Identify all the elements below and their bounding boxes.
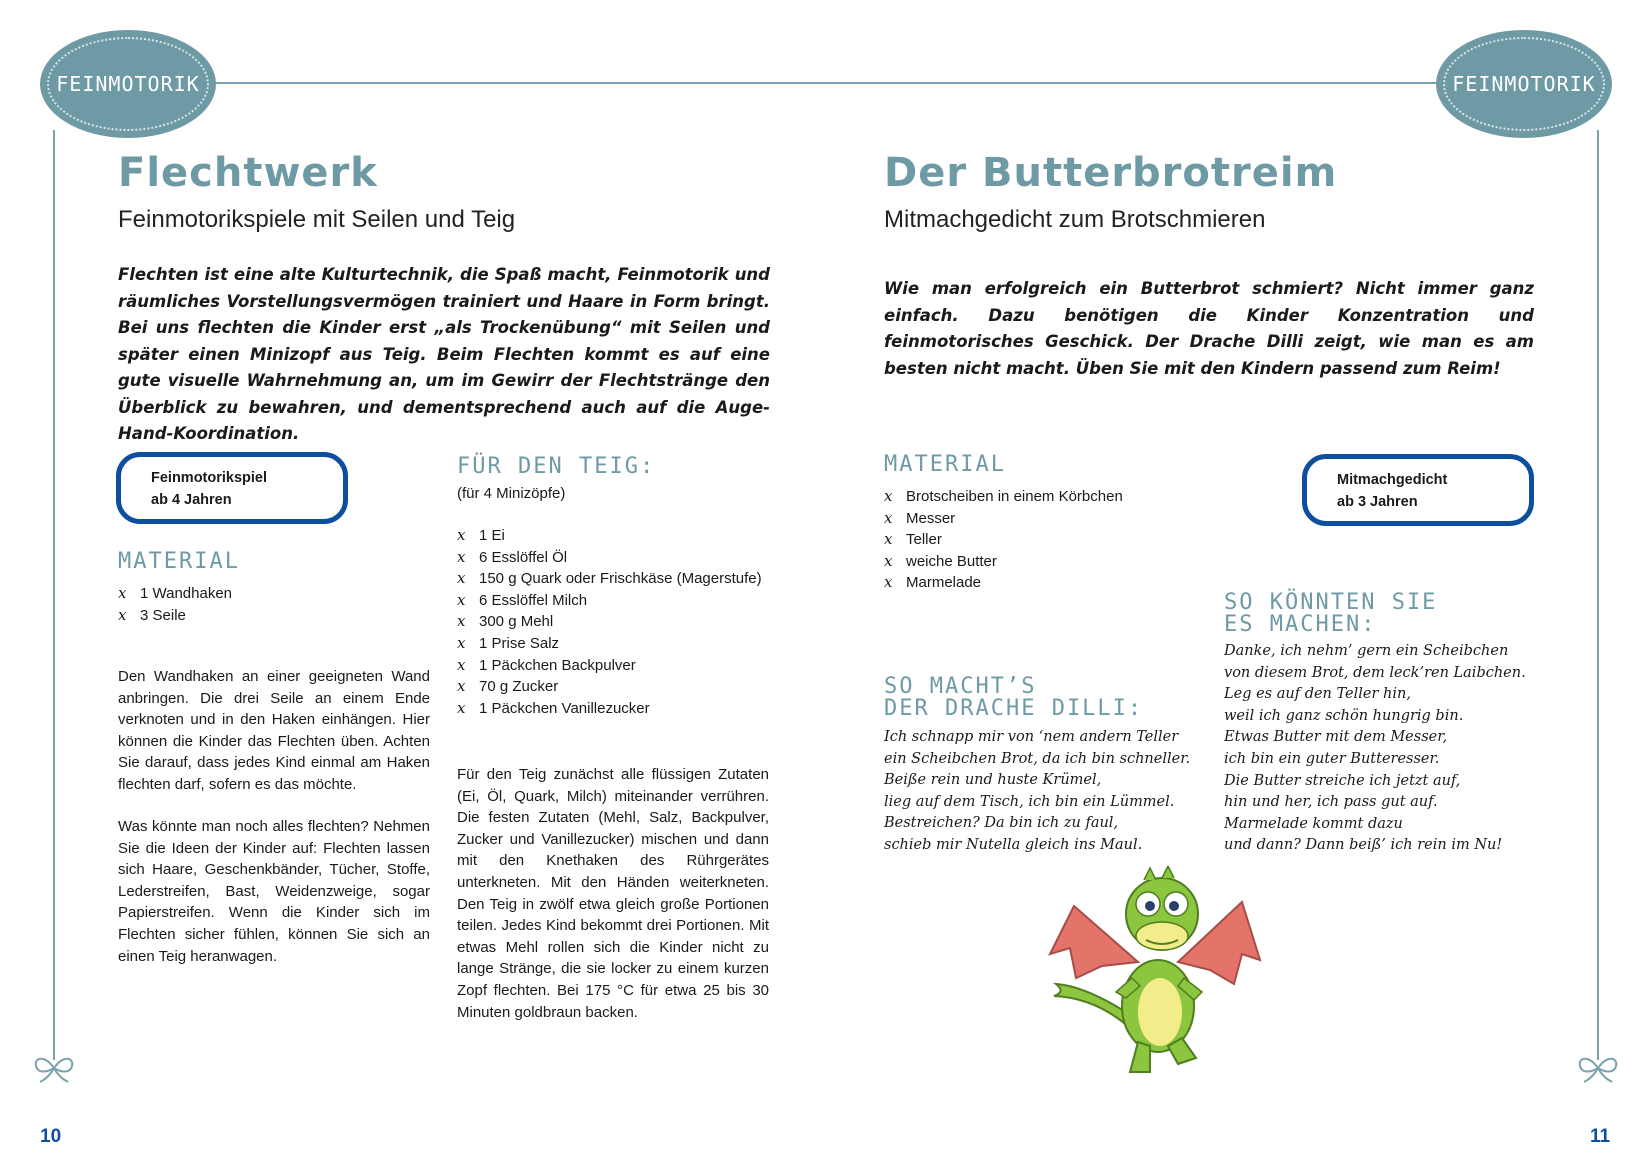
bullet-x-icon: x: [457, 677, 466, 696]
dough-heading: FÜR DEN TEIG:: [457, 454, 656, 479]
age-box-age: ab 3 Jahren: [1337, 494, 1418, 510]
left-text-2: Was könnte man noch alles flechten? Nehmen Sie die Ideen der Kinder auf: Flechten lassen sich Haare, Geschenkbänder, Tücher, Stoffe, Lederstreifen, Bast, Weidenzweige, sogar Papierstreifen. Wenn die Kinder sich im Flechten sicher fühlen, können Sie sich an einen Teig heranwagen.: [118, 818, 430, 965]
list-item: x 1 Päckchen Vanillezucker: [457, 698, 777, 720]
dilli-heading-line-1: SO MACHT’S: [884, 674, 1037, 699]
top-rule: [200, 82, 1452, 84]
bullet-x-icon: x: [884, 487, 893, 505]
list-item: x 6 Esslöffel Öl: [457, 547, 777, 569]
right-age-box: [1302, 454, 1534, 526]
left-material-heading: MATERIAL: [118, 549, 240, 574]
dough-note: (für 4 Minizöpfe): [457, 485, 566, 502]
right-page-title: Der Butterbrotreim: [884, 150, 1338, 196]
bullet-x-icon: x: [457, 547, 466, 566]
list-item: x 70 g Zucker: [457, 676, 777, 698]
left-text-1: Den Wandhaken an einer geeigneten Wand anbringen. Die drei Seile an einem Ende verknoten und in den Haken einhängen. Hier können die Kinder das Flechten üben. Achten Sie darauf, dass jedes Kind einmal am Haken flechten darf, sofern es das möchte.: [118, 668, 430, 793]
left-page-number: 10: [40, 1126, 62, 1147]
list-item: x 300 g Mehl: [457, 611, 777, 633]
left-page-subtitle: Feinmotorikspiele mit Seilen und Teig: [118, 206, 516, 233]
list-item: x 1 Päckchen Backpulver: [457, 655, 777, 677]
right-ribbon-bow-icon: [1576, 1050, 1620, 1086]
bullet-x-icon: x: [884, 573, 893, 592]
left-material-list: [118, 583, 418, 626]
bullet-x-icon: x: [457, 569, 466, 588]
bullet-x-icon: x: [457, 526, 466, 544]
dilli-heading-line-2: DER DRACHE DILLI:: [884, 696, 1144, 721]
dough-ingredient-list: [457, 525, 777, 719]
right-page-subtitle: Mitmachgedicht zum Brotschmieren: [884, 206, 1266, 233]
bullet-x-icon: x: [457, 655, 466, 674]
age-box-age: ab 4 Jahren: [151, 492, 232, 508]
list-item: x 1 Wandhaken: [118, 583, 418, 605]
left-badge: FEINMOTORIK: [40, 30, 216, 138]
age-box-type: Feinmotorikspiel: [151, 470, 268, 486]
bullet-x-icon: x: [457, 590, 466, 609]
you-heading-line-2: ES MACHEN:: [1224, 612, 1377, 637]
left-frame-line: [53, 130, 55, 1060]
dough-instructions: Für den Teig zunächst alle flüssigen Zutaten (Ei, Öl, Quark, Milch) miteinander verrühren. Die festen Zutaten (Mehl, Salz, Backpulver, Zucker und Vanillezucker) mischen und dann mit den Knethaken des Rührgerätes unterkneten. Mit den Händen weiterkneten. Den Teig in zwölf etwa gleich große Portionen teilen. Jedes Kind bekommt drei Portionen. Mit etwas Mehl rollen sich die Kinder nicht zu lange Stränge, die sie locker zu einem kurzen Zopf flechten. Bei 175 °C für etwa 25 bis 30 Minuten goldbraun backen.: [457, 766, 769, 1021]
bullet-x-icon: x: [118, 605, 127, 624]
right-frame-line: [1597, 130, 1599, 1060]
right-badge: FEINMOTORIK: [1436, 30, 1612, 138]
list-item: x Messer: [884, 508, 1204, 530]
bullet-x-icon: x: [457, 612, 466, 631]
right-material-heading: MATERIAL: [884, 452, 1006, 477]
age-box-type: Mitmachgedicht: [1337, 472, 1448, 488]
bullet-x-icon: x: [457, 633, 466, 652]
right-page-number: 11: [1590, 1126, 1611, 1147]
list-item: x 3 Seile: [118, 605, 418, 627]
list-item: x 150 g Quark oder Frischkäse (Magerstufe): [457, 568, 777, 590]
bullet-x-icon: x: [884, 551, 893, 570]
left-age-box: [116, 452, 348, 524]
list-item: x 1 Prise Salz: [457, 633, 777, 655]
list-item: x 1 Ei: [457, 525, 777, 547]
list-item: x weiche Butter: [884, 551, 1204, 573]
bullet-x-icon: x: [457, 698, 466, 717]
bullet-x-icon: x: [884, 530, 893, 549]
dragon-illustration: [1046, 866, 1266, 1086]
list-item: x 6 Esslöffel Milch: [457, 590, 777, 612]
bullet-x-icon: x: [884, 508, 893, 527]
left-intro: Flechten ist eine alte Kulturtechnik, die Spaß macht, Feinmotorik und räumliches Vorstellungsvermögen trainiert und Haare in Form bringt. Bei uns flechten die Kinder erst „als Trockenübung“ mit Seilen und später einen Minizopf aus Teig. Beim Flechten kommt es auf eine gute visuelle Wahrnehmung an, um im Gewirr der Flechtstränge den Überblick zu bewahren, und dementsprechend auch auf die Auge-Hand-Koordination.: [118, 265, 770, 443]
left-page-title: Flechtwerk: [118, 150, 378, 196]
you-heading: [1224, 592, 1437, 636]
left-ribbon-bow-icon: [32, 1050, 76, 1086]
right-intro: Wie man erfolgreich ein Butterbrot schmiert? Nicht immer ganz einfach. Dazu benötigen die Kinder Konzentration und feinmotorisches Geschick. Der Drache Dilli zeigt, wie man es am besten nicht macht. Üben Sie mit den Kindern passend zum Reim!: [884, 279, 1534, 378]
you-heading-line-1: SO KÖNNTEN SIE: [1224, 590, 1438, 615]
bullet-x-icon: x: [118, 584, 127, 602]
dilli-heading: [884, 676, 1143, 720]
list-item: x Teller: [884, 529, 1204, 551]
list-item: x Marmelade: [884, 572, 1204, 594]
you-poem: Danke, ich nehm’ gern ein Scheibchen von diesem Brot, dem leck’ren Laibchen. Leg es auf den Teller hin, weil ich ganz schön hungrig bin. Etwas Butter mit dem Messer, ich bin ein guter Butteresser. Die Butter streiche ich jetzt auf, hin und her, ich pass gut auf. Marmelade kommt dazu und dann? Dann beiß’ ich rein im Nu!: [1224, 643, 1526, 854]
dilli-poem: Ich schnapp mir von ‘nem andern Teller ein Scheibchen Brot, da ich bin schneller. Beiße rein und huste Krümel, lieg auf dem Tisch, ich bin ein Lümmel. Bestreichen? Da bin ich zu faul, schieb mir Nutella gleich ins Maul.: [884, 729, 1191, 853]
list-item: x Brotscheiben in einem Körbchen: [884, 486, 1204, 508]
right-material-list: [884, 486, 1204, 594]
